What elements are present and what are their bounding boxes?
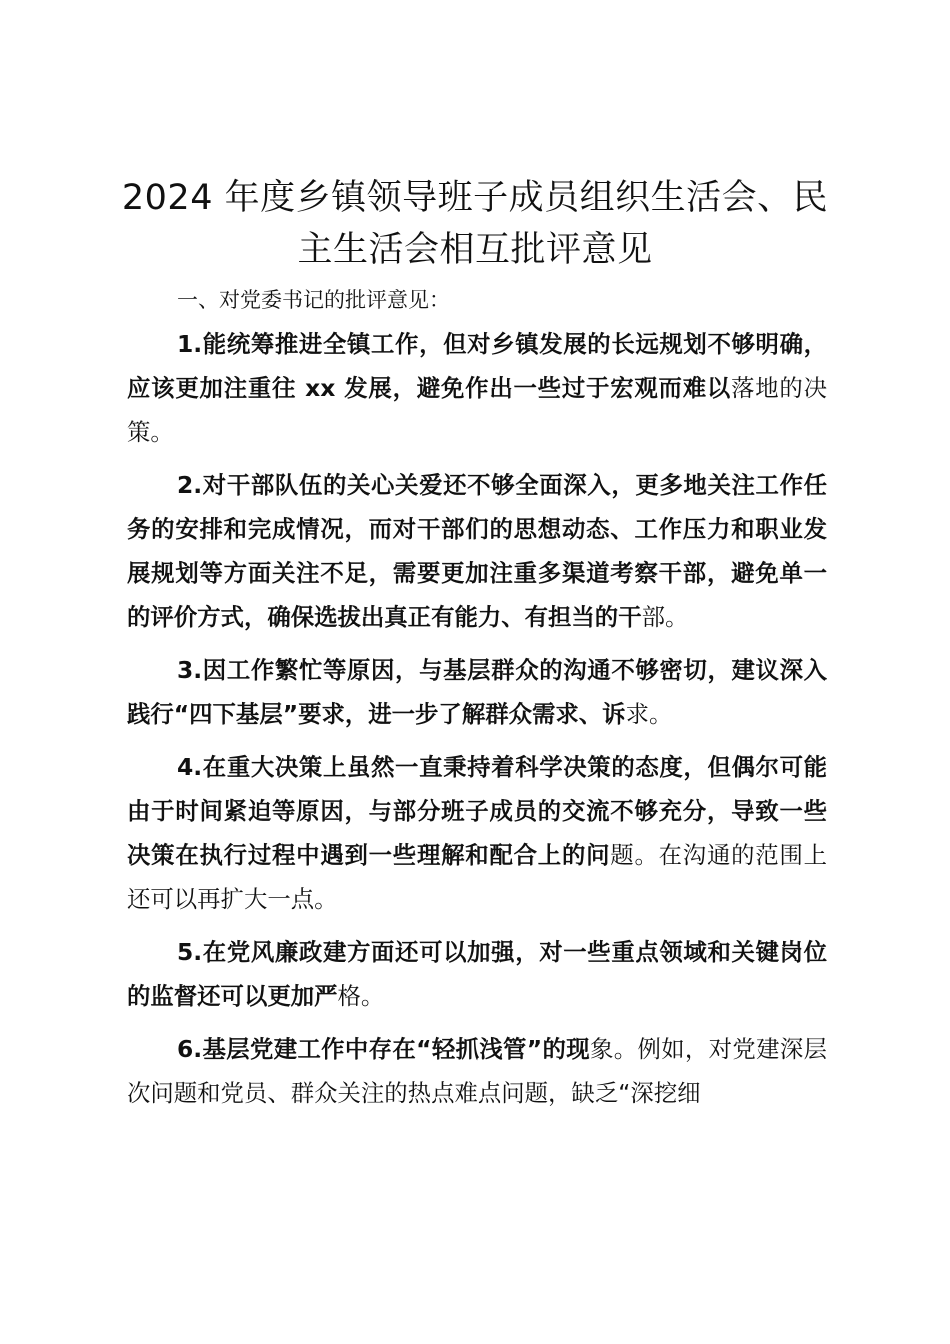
paragraph-5: [127, 930, 827, 1018]
paragraph-1: [127, 322, 827, 454]
paragraph-6-normal-text: 象。例如，对党建深层次问题和党员、群众关注的热点难点问题，缺乏“深挖细: [127, 1035, 827, 1107]
section-heading: 一、对党委书记的批评意见：: [177, 288, 450, 312]
document-title: [120, 172, 830, 276]
paragraph-3-bold-text: 3.因工作繁忙等原因，与基层群众的沟通不够密切，建议深入践行“四下基层”要求，进一步了解群众需求、诉: [127, 656, 827, 728]
paragraph-3-normal-text: 求。: [625, 700, 673, 728]
paragraph-1-bold-text: 1.能统筹推进全镇工作，但对乡镇发展的长远规划不够明确，应该更加注重往 xx 发展，避免作出一些过于宏观而难以: [127, 330, 827, 402]
paragraph-5-normal-text: 格。: [337, 982, 385, 1010]
title-line-1: 2024 年度乡镇领导班子成员组织生活会、民: [121, 178, 829, 218]
paragraph-4-normal-text: 题。在沟通的范围上还可以再扩大一点。: [127, 841, 828, 913]
paragraph-6-bold-text: 6.基层党建工作中存在“轻抓浅管”的现: [177, 1035, 590, 1063]
paragraph-4: [127, 745, 827, 921]
paragraph-6: [127, 1027, 827, 1115]
title-line-2: 主生活会相互批评意见: [297, 230, 653, 270]
paragraph-2-normal-text: 部。: [641, 603, 689, 631]
paragraph-2: [127, 463, 827, 639]
paragraph-5-bold-text: 5.在党风廉政建方面还可以加强，对一些重点领域和关键岗位的监督还可以更加严: [127, 938, 827, 1010]
document-body: [127, 283, 827, 1124]
paragraph-2-bold-text: 2.对干部队伍的关心关爱还不够全面深入，更多地关注工作任务的安排和完成情况，而对干部们的思想动态、工作压力和职业发展规划等方面关注不足，需要更加注重多渠道考察干部，避免单一的评价方式，确保选拔出真正有能力、有担当的干: [127, 471, 827, 631]
paragraph-4-bold-text: 4.在重大决策上虽然一直秉持着科学决策的态度，但偶尔可能由于时间紧迫等原因，与部分班子成员的交流不够充分，导致一些决策在执行过程中遇到一些理解和配合上的问: [127, 753, 827, 869]
paragraph-3: [127, 648, 827, 736]
paragraph-1-normal-text: 落地的决策。: [127, 374, 827, 446]
